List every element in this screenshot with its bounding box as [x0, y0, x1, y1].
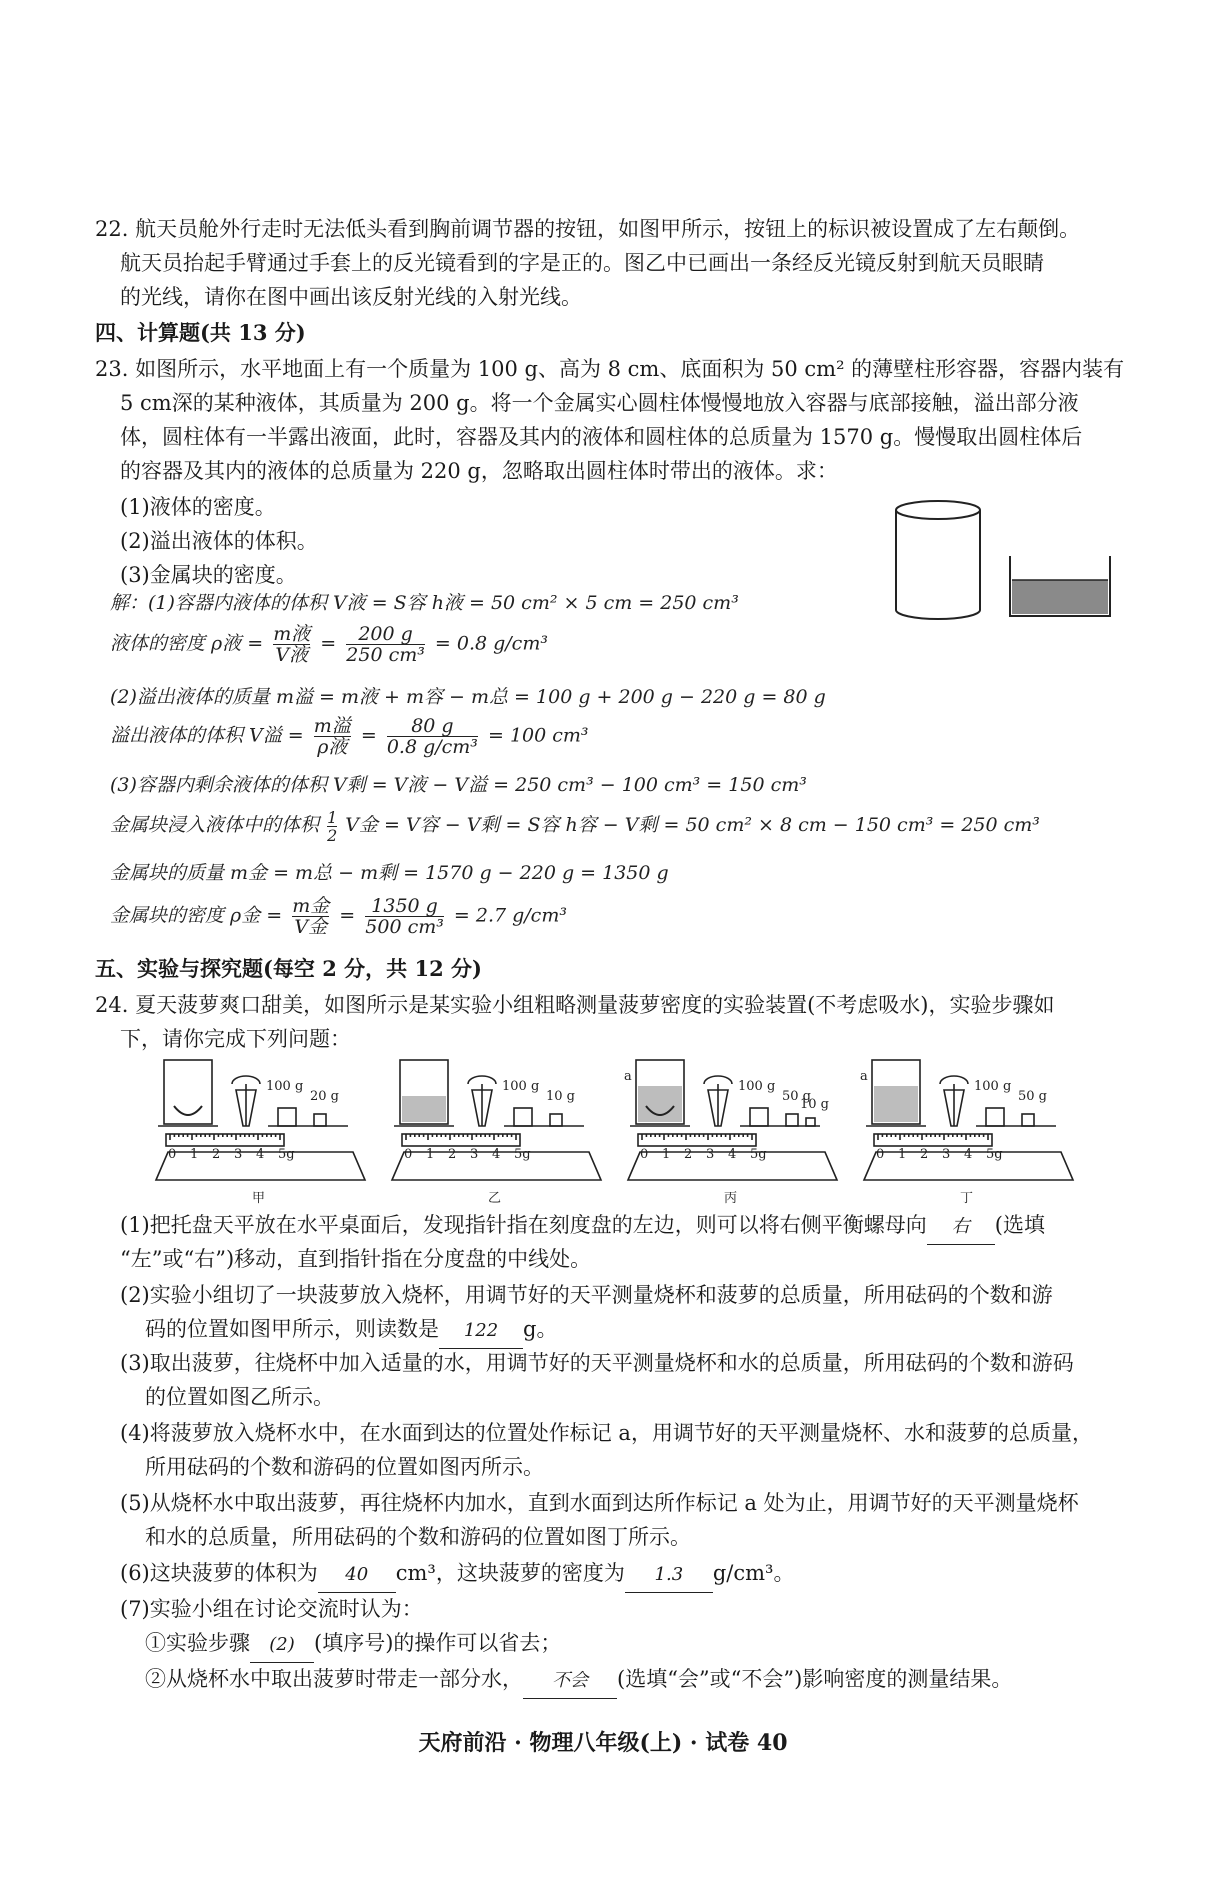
q24-step-7-2: [145, 1662, 1012, 1699]
q24-answer-effect: 不会: [523, 1664, 617, 1699]
q24-step-6: [120, 1556, 794, 1593]
figure-caption: 丙: [724, 1191, 738, 1206]
q24-step-7-1: [145, 1626, 561, 1663]
balance-figure-3: [620, 1050, 845, 1208]
q24-answer-step: (2): [250, 1628, 314, 1663]
q24-answer-1: 右: [927, 1210, 995, 1245]
q24-step-1-cont: “左”或“右”)移动，直到指针指在分度盘的中线处。: [120, 1247, 592, 1271]
q23-sol4-equals: =: [360, 724, 377, 747]
scale-label: 5g: [278, 1147, 295, 1162]
q24-step-1-text: (1)把托盘天平放在水平桌面后，发现指针指在刻度盘的左边，则可以将右侧平衡螺母向: [120, 1213, 927, 1237]
q23-sol8-fraction-2: [365, 896, 444, 937]
section-4-heading: 四、计算题(共 13 分): [95, 320, 306, 345]
q23-sol2-equals: =: [320, 632, 337, 655]
q23-sol6-label: 金属块浸入液体中的体积: [110, 814, 320, 836]
q23-sol8-numerator: m金: [292, 895, 330, 917]
dial: [940, 1076, 968, 1084]
weight-label-2: 50 g: [782, 1089, 811, 1104]
q23-sol8-equals: =: [339, 904, 356, 927]
q24-step-6-text: (6)这块菠萝的体积为: [120, 1561, 318, 1585]
dial: [232, 1076, 260, 1084]
q23-line-4: 的容器及其内的液体的总质量为 220 g，忽略取出圆柱体时带出的液体。求：: [120, 459, 838, 483]
section-5-heading: 五、实验与探究题(每空 2 分，共 12 分): [95, 956, 482, 981]
q23-sol2-numerator: m液: [273, 623, 311, 645]
q24-step-5-cont: 和水的总质量，所用砝码的个数和游码的位置如图丁所示。: [145, 1525, 691, 1549]
mark-a-label: a: [860, 1069, 868, 1084]
weight-large: [278, 1108, 296, 1126]
q24-step-2-text: 码的位置如图甲所示，则读数是: [145, 1317, 439, 1341]
figure-caption: 甲: [252, 1191, 266, 1206]
q23-solution-8: [110, 896, 567, 946]
balance-figure-1: [148, 1050, 373, 1208]
scale-label: 4: [256, 1147, 265, 1162]
q23-sol8-denominator: V金: [294, 916, 328, 938]
q23-line-3: 体，圆柱体有一半露出液面，此时，容器及其内的液体和圆柱体的总质量为 1570 g。慢慢取出圆柱体后: [120, 425, 1083, 449]
weight-label-1: 100 g: [738, 1079, 776, 1094]
q23-solution-7: 金属块的质量 m金 = m总 − m剩 = 1570 g − 220 g = 1350 g: [110, 862, 669, 884]
weight-large: [986, 1108, 1004, 1126]
q24-step-1: [120, 1208, 1045, 1245]
dial: [468, 1076, 496, 1084]
q24-answer-volume: 40: [318, 1558, 396, 1593]
q24-step-7: (7)实验小组在讨论交流时认为：: [120, 1597, 423, 1621]
weight-small: [314, 1114, 326, 1126]
q24-step-2: (2)实验小组切了一块菠萝放入烧杯，用调节好的天平测量烧杯和菠萝的总质量，所用砝码的个数和游: [120, 1283, 1053, 1307]
q24-step-3-cont: 的位置如图乙所示。: [145, 1385, 334, 1409]
dial: [704, 1076, 732, 1084]
scale-label: 2: [684, 1147, 693, 1162]
q23-sol8-label: 金属块的密度 ρ金 =: [110, 904, 283, 927]
q23-sol4-denominator: ρ液: [317, 736, 348, 758]
scale-label: 3: [234, 1147, 243, 1162]
scale-label: 2: [920, 1147, 929, 1162]
mark-a-label: a: [624, 1069, 632, 1084]
q23-sol8-numerator-2: 1350 g: [365, 896, 444, 917]
q23-solution-4: [110, 716, 589, 766]
scale-label: 0: [640, 1147, 649, 1162]
q23-sol4-denominator-2: 0.8 g/cm³: [386, 736, 478, 758]
q24-step-5: (5)从烧杯水中取出菠萝，再往烧杯内加水，直到水面到达所作标记 a 处为止，用调节好的天平测量烧杯: [120, 1491, 1079, 1515]
beaker-water: [874, 1086, 918, 1122]
q24-step-2-unit: g。: [523, 1317, 558, 1341]
q23-sol2-denominator: V液: [275, 644, 309, 666]
q24-line-1: 24. 夏天菠萝爽口甜美，如图所示是某实验小组粗略测量菠萝密度的实验装置(不考虑吸水)，实验步骤如: [95, 993, 1055, 1017]
q24-balance-figures: [148, 1050, 1088, 1210]
scale-label: 2: [212, 1147, 221, 1162]
container-figure: [1010, 556, 1110, 616]
q23-solution-1: 解：(1)容器内液体的体积 V液 = S容 h液 = 50 cm² × 5 cm = 250 cm³: [110, 592, 739, 614]
q23-sol2-denominator-2: 250 cm³: [346, 644, 425, 666]
q24-step-2-cont: [145, 1312, 557, 1349]
scale-label: 1: [426, 1147, 435, 1162]
weight-label-1: 100 g: [502, 1079, 540, 1094]
q23-sol8-denominator-2: 500 cm³: [365, 916, 444, 938]
beaker-water: [402, 1096, 446, 1122]
q23-sol4-numerator-2: 80 g: [387, 716, 478, 737]
q24-step-7-1-text: ①实验步骤: [145, 1631, 250, 1655]
balance-figure-4: [856, 1050, 1081, 1208]
weight-label-1: 100 g: [266, 1079, 304, 1094]
q23-sol2-fraction-2: [346, 624, 425, 665]
scale-label: 3: [470, 1147, 479, 1162]
q24-step-1-tail: (选填: [994, 1213, 1045, 1237]
figure-caption: 乙: [488, 1191, 502, 1206]
weight-large: [750, 1108, 768, 1126]
scale-label: 5g: [514, 1147, 531, 1162]
scale-label: 0: [168, 1147, 177, 1162]
weight-small: [550, 1114, 562, 1126]
weight-small: [1022, 1114, 1034, 1126]
page-footer: 天府前沿 · 物理八年级(上) · 试卷 40: [418, 1730, 788, 1756]
q23-solution-2: [110, 624, 548, 674]
q23-line-1: 23. 如图所示，水平地面上有一个质量为 100 g、高为 8 cm、底面积为 50 cm² 的薄壁柱形容器，容器内装有: [95, 357, 1125, 381]
scale-label: 0: [404, 1147, 413, 1162]
q23-sol2-fraction: [273, 624, 310, 665]
q23-sol6-rest: V金 = V容 − V剩 = S容 h容 − V剩 = 50 cm² × 8 cm − 150 cm³ = 250 cm³: [345, 814, 1040, 836]
q23-solution-5: (3)容器内剩余液体的体积 V剩 = V液 − V溢 = 250 cm³ − 100 cm³ = 150 cm³: [110, 774, 807, 796]
scale-label: 4: [728, 1147, 737, 1162]
scale-label: 3: [706, 1147, 715, 1162]
q22-line-3: 的光线，请你在图中画出该反射光线的入射光线。: [120, 285, 582, 309]
weight-label-2: 20 g: [310, 1089, 339, 1104]
beaker-water: [638, 1086, 682, 1122]
q23-sol2-result: = 0.8 g/cm³: [434, 632, 548, 655]
scale-label: 1: [190, 1147, 199, 1162]
q23-sol4-label: 溢出液体的体积 V溢 =: [110, 724, 304, 747]
q23-sol4-fraction-2: [387, 716, 478, 757]
pineapple-piece: [174, 1106, 202, 1115]
q23-sol2-label: 液体的密度 ρ液 =: [110, 632, 264, 655]
q24-step-4-cont: 所用砝码的个数和游码的位置如图丙所示。: [145, 1455, 544, 1479]
q23-sol6-denominator: 2: [327, 825, 338, 845]
scale-label: 1: [898, 1147, 907, 1162]
q22-line-1: 22. 航天员舱外行走时无法低头看到胸前调节器的按钮，如图甲所示，按钮上的标识被设置成了左右颠倒。: [95, 217, 1081, 241]
q23-solution-3: (2)溢出液体的质量 m溢 = m液 + m容 − m总 = 100 g + 200 g − 220 g = 80 g: [110, 686, 826, 708]
q22-line-2: 航天员抬起手臂通过手套上的反光镜看到的字是正的。图乙中已画出一条经反光镜反射到航天员眼睛: [120, 251, 1044, 275]
q24-step-6-mid: cm³，这块菠萝的密度为: [395, 1561, 625, 1585]
weight-label-2: 10 g: [546, 1089, 575, 1104]
q23-sol6-half-fraction: [327, 809, 337, 844]
scale-label: 3: [942, 1147, 951, 1162]
q23-sol4-numerator: m溢: [313, 715, 351, 737]
q23-sol6-numerator: 1: [327, 807, 338, 827]
weight-large: [514, 1108, 532, 1126]
q23-sub-1: (1)液体的密度。: [120, 495, 276, 519]
weight-label-2: 50 g: [1018, 1089, 1047, 1104]
q24-step-4: (4)将菠萝放入烧杯水中，在水面到达的位置处作标记 a，用调节好的天平测量烧杯、水和菠萝的总质量，: [120, 1421, 1093, 1445]
q23-sol4-result: = 100 cm³: [487, 724, 589, 747]
q24-step-7-2-text: ②从烧杯水中取出菠萝时带走一部分水，: [145, 1667, 523, 1691]
q23-sol2-numerator-2: 200 g: [346, 624, 425, 645]
scale-label: 5g: [750, 1147, 767, 1162]
scale-label: 2: [448, 1147, 457, 1162]
q23-sol8-fraction: [292, 896, 329, 937]
q24-line-2: 下，请你完成下列问题：: [120, 1027, 351, 1051]
scale-label: 4: [492, 1147, 501, 1162]
q24-step-3: (3)取出菠萝，往烧杯中加入适量的水，用调节好的天平测量烧杯和水的总质量，所用砝码的个数和游码: [120, 1351, 1074, 1375]
q23-sub-2: (2)溢出液体的体积。: [120, 529, 318, 553]
scale-label: 0: [876, 1147, 885, 1162]
q23-sol4-fraction: [314, 716, 351, 757]
q24-answer-density: 1.3: [625, 1558, 713, 1593]
balance-figure-2: [384, 1050, 609, 1208]
q24-step-7-1-tail: (填序号)的操作可以省去；: [314, 1631, 562, 1655]
cylinder-figure: [896, 501, 980, 619]
q24-step-7-2-tail: (选填“会”或“不会”)影响密度的测量结果。: [617, 1667, 1013, 1691]
weight-tiny: [806, 1118, 815, 1126]
weight-label-3: 10 g: [800, 1097, 829, 1112]
weight-label-1: 100 g: [974, 1079, 1012, 1094]
q24-step-6-unit: g/cm³。: [712, 1561, 795, 1585]
scale-label: 4: [964, 1147, 973, 1162]
q23-figure: [890, 498, 1120, 628]
q24-answer-2: 122: [439, 1314, 523, 1349]
q23-line-2: 5 cm深的某种液体，其质量为 200 g。将一个金属实心圆柱体慢慢地放入容器与底部接触，溢出部分液: [120, 391, 1079, 415]
q23-sub-3: (3)金属块的密度。: [120, 563, 297, 587]
figure-caption: 丁: [960, 1191, 974, 1206]
q23-sol8-result: = 2.7 g/cm³: [453, 904, 567, 927]
scale-label: 5g: [986, 1147, 1003, 1162]
scale-label: 1: [662, 1147, 671, 1162]
q23-solution-6: [110, 808, 1040, 852]
weight-small: [786, 1114, 798, 1126]
